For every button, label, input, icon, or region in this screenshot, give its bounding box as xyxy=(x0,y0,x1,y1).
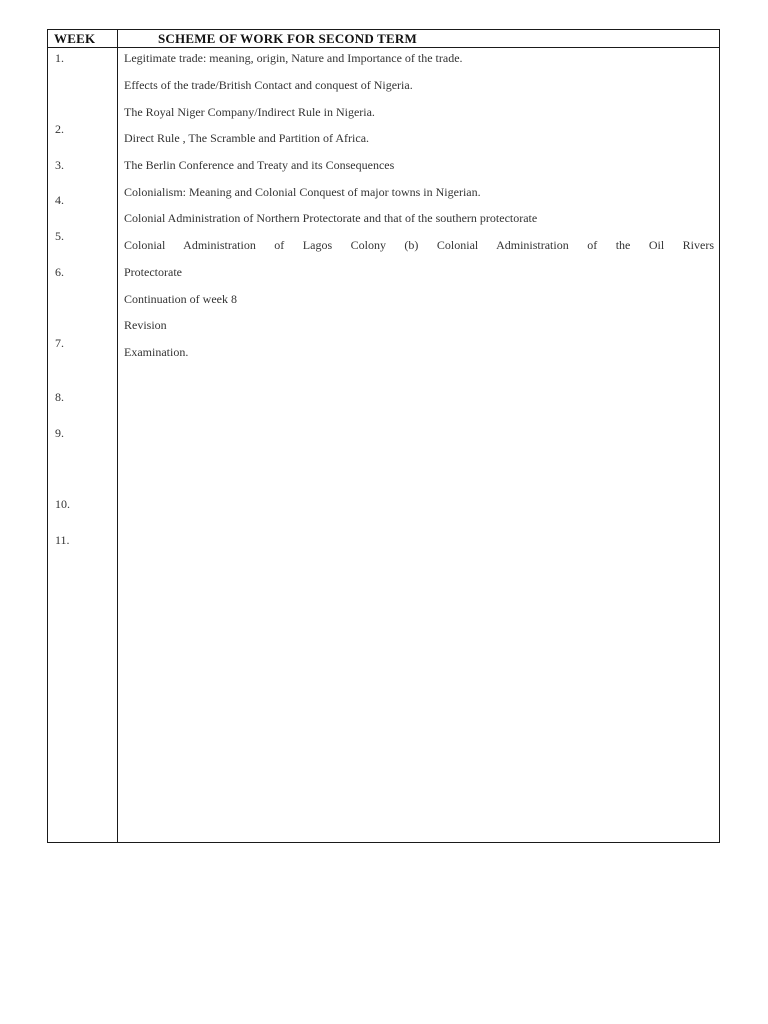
topic-line: Direct Rule , The Scramble and Partition of Africa. xyxy=(124,131,370,145)
week-number: 10. xyxy=(55,497,70,511)
table-header-row xyxy=(48,30,719,48)
week-number: 8. xyxy=(55,390,64,404)
topic-line: Effects of the trade/British Contact and conquest of Nigeria. xyxy=(124,78,413,92)
topic-line: The Royal Niger Company/Indirect Rule in Nigeria. xyxy=(124,105,375,119)
week-number: 11. xyxy=(55,533,70,547)
topic-line: Revision xyxy=(124,318,167,332)
topic-line: Legitimate trade: meaning, origin, Nature and Importance of the trade. xyxy=(124,51,463,65)
week-number: 1. xyxy=(55,51,64,65)
topic-line: Protectorate xyxy=(124,265,182,279)
topic-line: Continuation of week 8 xyxy=(124,292,237,306)
topic-line: The Berlin Conference and Treaty and its Consequences xyxy=(124,158,395,172)
week-column-header: WEEK xyxy=(54,31,96,46)
week-number: 7. xyxy=(55,336,64,350)
week-number: 6. xyxy=(55,265,64,279)
week-number: 2. xyxy=(55,122,64,136)
topic-line: Colonialism: Meaning and Colonial Conquest of major towns in Nigerian. xyxy=(124,185,481,199)
scheme-table xyxy=(47,29,720,843)
column-divider xyxy=(117,30,118,842)
week-number: 3. xyxy=(55,158,64,172)
topic-line: Examination. xyxy=(124,345,189,359)
week-number: 9. xyxy=(55,426,64,440)
scheme-title-header: SCHEME OF WORK FOR SECOND TERM xyxy=(158,31,417,46)
topic-line: Colonial Administration of Lagos Colony (b) Colonial Administration of the Oil Rivers xyxy=(124,238,714,252)
week-number: 5. xyxy=(55,229,64,243)
topic-line: Colonial Administration of Northern Protectorate and that of the southern protectorate xyxy=(124,211,538,225)
week-number: 4. xyxy=(55,193,64,207)
